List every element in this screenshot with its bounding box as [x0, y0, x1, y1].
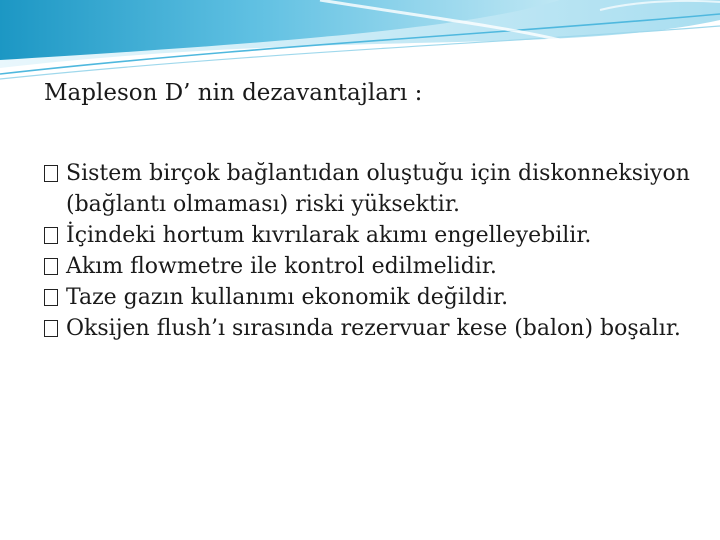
bullet-text: Taze gazın kullanımı ekonomik değildir.	[66, 285, 509, 310]
bullet-item	[44, 158, 694, 220]
header-wave-decoration	[0, 0, 720, 90]
bullet-item	[44, 282, 694, 313]
square-bullet-icon	[44, 227, 58, 244]
bullet-list	[44, 158, 694, 344]
square-bullet-icon	[44, 320, 58, 337]
bullet-item	[44, 313, 694, 344]
slide-title: Mapleson D’ nin dezavantajları :	[44, 80, 423, 106]
bullet-item	[44, 251, 694, 282]
square-bullet-icon	[44, 258, 58, 275]
bullet-item	[44, 220, 694, 251]
square-bullet-icon	[44, 289, 58, 306]
square-bullet-icon	[44, 165, 58, 182]
bullet-text: Sistem birçok bağlantıdan oluştuğu için diskonneksiyon (bağlantı olmaması) riski yüksektir.	[66, 161, 690, 217]
bullet-text: Oksijen flush’ı sırasında rezervuar kese (balon) boşalır.	[66, 316, 681, 341]
bullet-text: Akım flowmetre ile kontrol edilmelidir.	[66, 254, 497, 279]
bullet-text: İçindeki hortum kıvrılarak akımı engelleyebilir.	[66, 223, 592, 248]
